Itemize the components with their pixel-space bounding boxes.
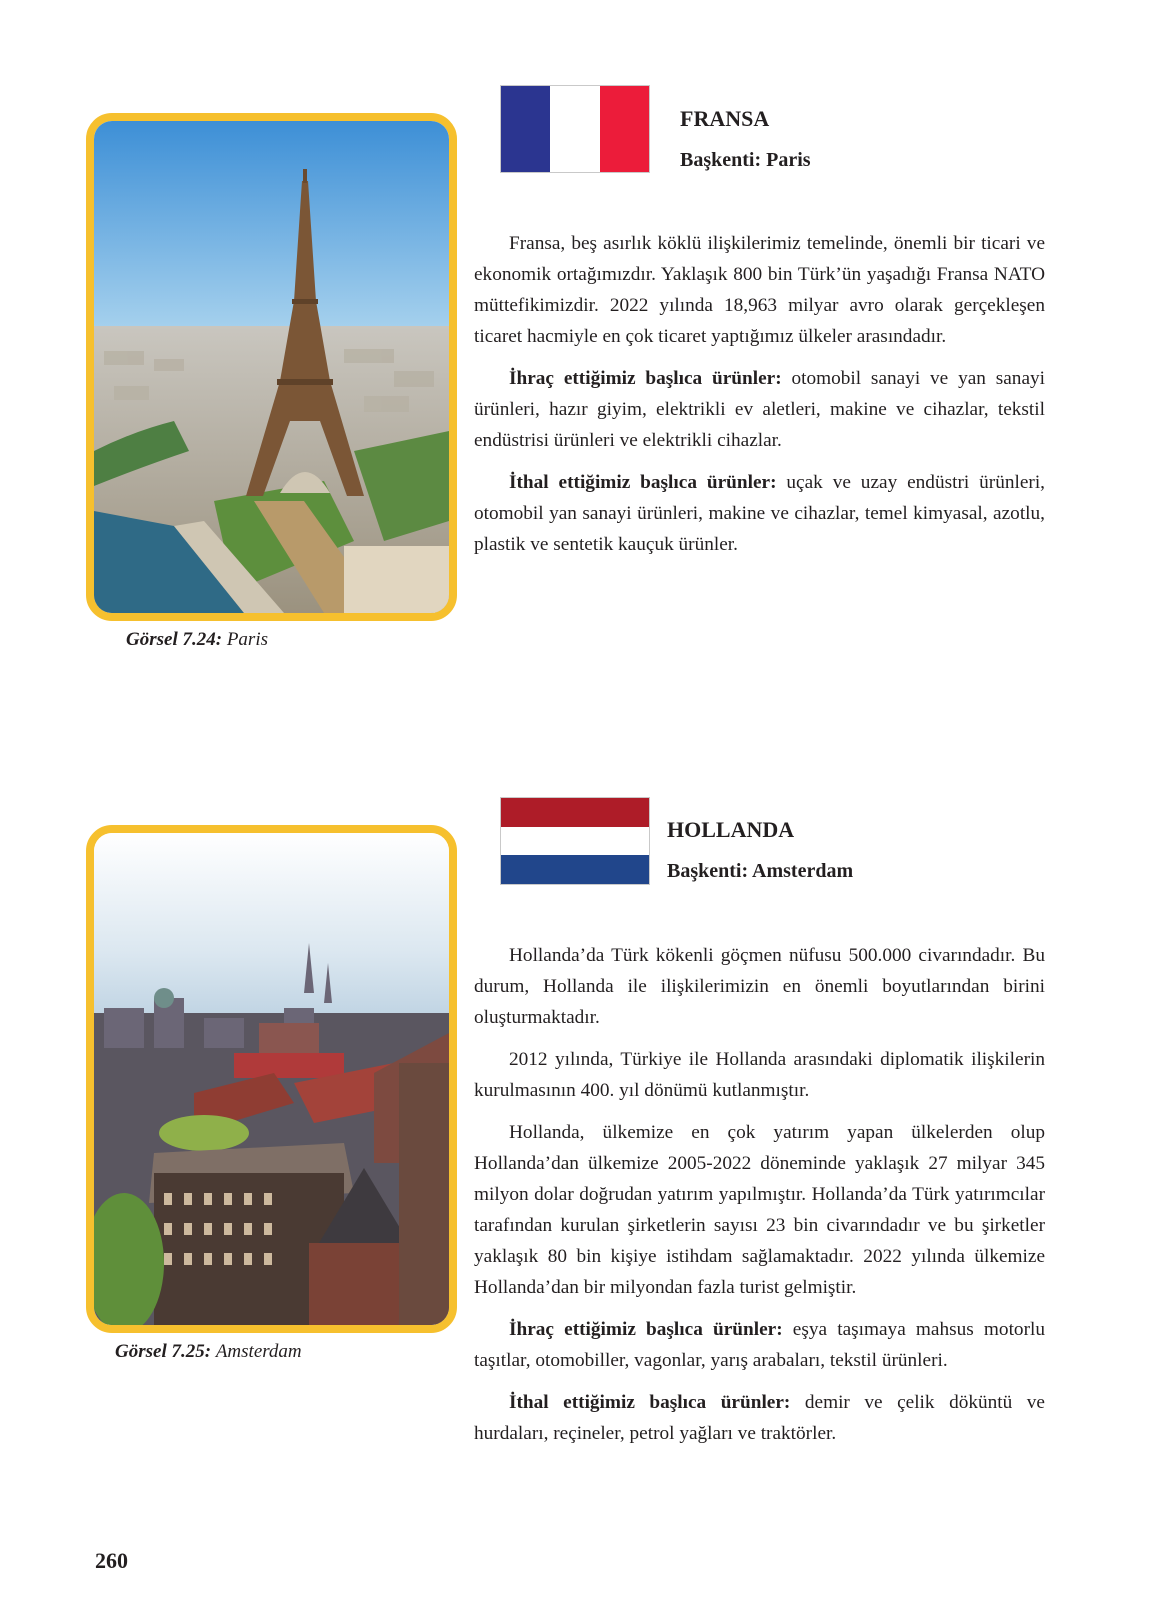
- paris-caption: [126, 629, 268, 651]
- paris-photo-frame: [86, 113, 457, 621]
- capital-netherlands: Başkenti: Amsterdam: [667, 860, 854, 882]
- france-body: [474, 228, 1045, 571]
- paragraph: Hollanda, ülkemize en çok yatırım yapan ülkelerden olup Hollanda’dan ülkemize 2005-2022 döneminde yaklaşık 27 milyar 345 milyon dolar doğrudan yatırım yapılmıştır. Hollanda’da Türk yatırımcılar tarafından kurulan şirketlerin sayısı 23 bin civarındadır ve bu şirketler yaklaşık 80 bin kişiye istihdam sağlamaktadır. 2022 yılında ülkemize Hollanda’dan bir milyondan fazla turist gelmiştir.: [474, 1122, 1045, 1298]
- paragraph: 2012 yılında, Türkiye ile Hollanda arasındaki diplomatik ilişkilerin kurulmasının 400. yıl dönümü kutlanmıştır.: [474, 1049, 1045, 1101]
- country-title-france: FRANSA: [680, 106, 770, 131]
- flag-stripe-white: [550, 86, 599, 172]
- paragraph-exports: İhraç ettiğimiz başlıca ürünler: otomobil sanayi ve yan sanayi ürünleri, hazır giyim, elektrikli ev aletleri, makine ve cihazlar, tekstil endüstrisi ürünleri ve elektrikli cihazlar.: [474, 368, 1045, 451]
- amsterdam-city-photo: [94, 833, 449, 1325]
- capital-france: Başkenti: Paris: [680, 149, 811, 171]
- paragraph: Fransa, beş asırlık köklü ilişkilerimiz temelinde, önemli bir ticari ve ekonomik ortağımızdır. Yaklaşık 800 bin Türk’ün yaşadığı Fransa NATO müttefikimizdir. 2022 yılında 18,963 milyar avro olarak gerçekleşen ticaret hacmiyle en çok ticaret yaptığımız ülkeler arasındadır.: [474, 233, 1045, 347]
- caption-label: Görsel 7.25:: [115, 1341, 212, 1362]
- paragraph: Hollanda’da Türk kökenli göçmen nüfusu 500.000 civarındadır. Bu durum, Hollanda ile ilişkilerimizin en önemli boyutlarından birini oluşturmaktadır.: [474, 945, 1045, 1028]
- paragraph-imports: İthal ettiğimiz başlıca ürünler: demir ve çelik döküntü ve hurdaları, reçineler, petrol yağları ve traktörler.: [474, 1392, 1045, 1444]
- netherlands-flag: [501, 798, 649, 884]
- flag-stripe-red: [501, 798, 649, 827]
- flag-stripe-blue: [501, 86, 550, 172]
- caption-label: Görsel 7.24:: [126, 629, 223, 650]
- flag-stripe-blue: [501, 855, 649, 884]
- flag-stripe-red: [600, 86, 649, 172]
- paragraph-imports: İthal ettiğimiz başlıca ürünler: uçak ve uzay endüstri ürünleri, otomobil yan sanayi ürünleri, makine ve cihazlar, temel kimyasal, azotlu, plastik ve sentetik kauçuk ürünler.: [474, 472, 1045, 555]
- paragraph-exports: İhraç ettiğimiz başlıca ürünler: eşya taşımaya mahsus motorlu taşıtlar, otomobiller, vagonlar, yarış arabaları, tekstil ürünleri.: [474, 1319, 1045, 1371]
- caption-text: Amsterdam: [215, 1341, 302, 1362]
- paris-eiffel-photo: [94, 121, 449, 613]
- france-flag: [501, 86, 649, 172]
- country-title-netherlands: HOLLANDA: [667, 817, 795, 842]
- flag-stripe-white: [501, 827, 649, 856]
- netherlands-body: [474, 940, 1045, 1460]
- amsterdam-caption: [115, 1341, 302, 1363]
- page-number: 260: [95, 1548, 128, 1573]
- amsterdam-photo-frame: [86, 825, 457, 1333]
- caption-text: Paris: [226, 629, 268, 650]
